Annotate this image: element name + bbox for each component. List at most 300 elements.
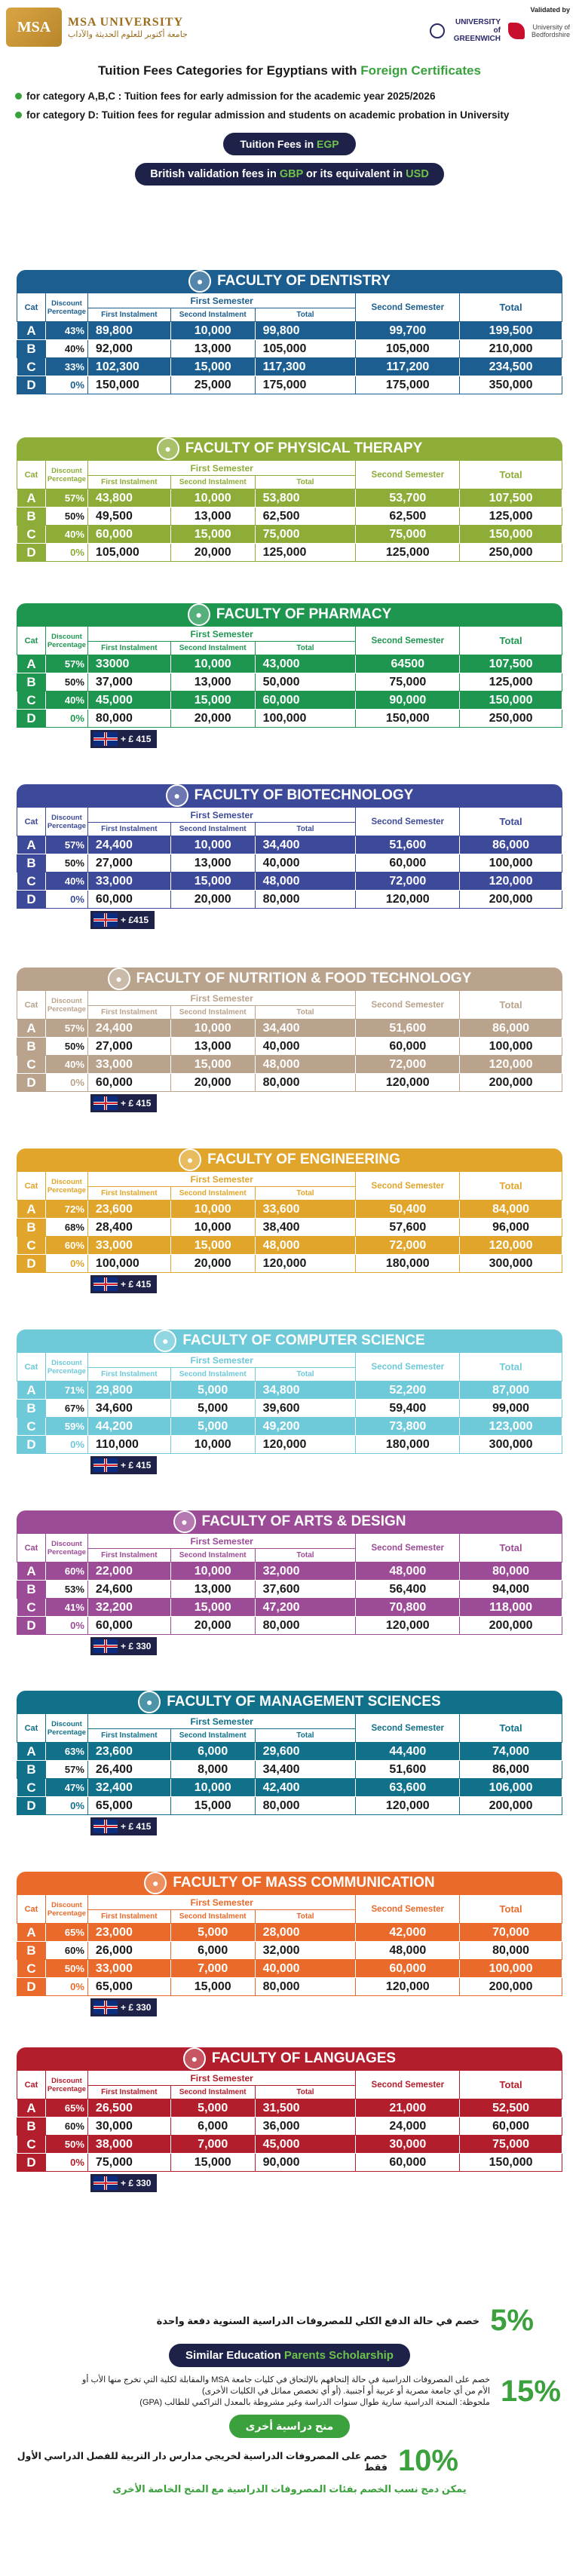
pharmacy-icon: ● [188,603,210,626]
semester-total-cell: 37,600 [255,1581,356,1599]
semester-total-header: Total [255,642,356,655]
total-cell: 300,000 [460,1436,562,1454]
total-cell: 150,000 [460,2154,562,2172]
second-instalment-cell: 15,000 [170,2154,255,2172]
table-row [17,1237,562,1255]
second-semester-header: Second Semester [356,627,460,655]
total-cell: 120,000 [460,1237,562,1255]
second-instalment-cell: 10,000 [170,322,255,340]
cat-header: Cat [17,627,46,655]
first-instalment-cell: 60,000 [87,1617,170,1635]
discount-cell: 40% [45,692,87,710]
second-semester-header: Second Semester [356,808,460,836]
second-instalment-cell: 15,000 [170,1797,255,1815]
uk-flag-icon [93,1096,118,1110]
first-instalment-cell: 60,000 [87,1074,170,1092]
second-semester-cell: 180,000 [356,1255,460,1273]
first-semester-header: First Semester [87,1534,355,1549]
cat-cell: C [17,1418,46,1436]
discount-header: Discount Percentage [45,2071,87,2099]
cat-cell: A [17,489,46,508]
second-instalment-cell: 15,000 [170,1978,255,1996]
table-row [17,872,562,891]
second-instalment-cell: 20,000 [170,544,255,562]
second-instalment-cell: 13,000 [170,508,255,526]
cat-cell: D [17,2154,46,2172]
total-header: Total [460,1895,562,1924]
gbp-fee: + £ 415 [121,1279,152,1290]
semester-total-cell: 32,000 [255,1562,356,1581]
cat-cell: D [17,710,46,728]
cat-cell: A [17,2099,46,2118]
table-row [17,340,562,358]
table-row [17,1960,562,1978]
uk-flag-icon [93,1277,118,1291]
gbp-fee: + £ 330 [121,1641,152,1651]
second-semester-cell: 117,200 [356,358,460,376]
page-header [0,0,579,53]
semester-total-cell: 40,000 [255,854,356,872]
second-semester-cell: 175,000 [356,376,460,394]
semester-total-cell: 60,000 [255,692,356,710]
faculty-block [17,1329,562,1476]
second-instalment-header: Second Instalment [170,476,255,489]
scholarships-section [0,2304,579,2496]
second-semester-cell: 150,000 [356,710,460,728]
total-header: Total [460,991,562,1020]
faculty-name: FACULTY OF PHARMACY [216,606,392,622]
first-semester-header: First Semester [87,1172,355,1187]
page-title-highlight: Foreign Certificates [360,63,481,78]
first-semester-header: First Semester [87,461,355,476]
second-semester-cell: 64500 [356,655,460,673]
first-instalment-header: First Instalment [87,642,170,655]
semester-total-header: Total [255,476,356,489]
semester-total-cell: 53,800 [255,489,356,508]
gbp-fee: + £ 330 [121,2002,152,2013]
cat-cell: B [17,508,46,526]
gbp-fee-badge [90,911,155,929]
second-semester-header: Second Semester [356,1534,460,1562]
table-row [17,1074,562,1092]
similar-education-pill: Similar Education Parents Scholarship [169,2344,410,2367]
faculty-title [17,270,562,293]
semester-total-header: Total [255,1729,356,1743]
first-semester-header: First Semester [87,1353,356,1368]
table-row [17,1201,562,1219]
second-instalment-header: Second Instalment [170,1549,255,1562]
total-cell: 150,000 [460,692,562,710]
discount-header: Discount Percentage [45,808,87,836]
table-row [17,854,562,872]
cat-cell: C [17,526,46,544]
total-cell: 200,000 [460,1797,562,1815]
second-instalment-cell: 10,000 [170,1436,255,1454]
cat-cell: C [17,1599,46,1617]
total-cell: 80,000 [460,1942,562,1960]
gbp-fee: + £ 330 [121,2178,152,2188]
total-header: Total [460,1714,562,1743]
second-instalment-cell: 10,000 [170,489,255,508]
full-payment-text: خصم في حالة الدفع الكلي للمصروفات الدراسية السنوية دفعة واحدة [156,2314,480,2326]
faculty-name: FACULTY OF MANAGEMENT SCIENCES [167,1694,441,1710]
semester-total-cell: 45,000 [255,2136,356,2154]
faculty-block [17,784,562,931]
table-row [17,891,562,909]
semester-total-header: Total [255,1187,356,1201]
discount-cell: 60% [45,1237,87,1255]
second-semester-header: Second Semester [356,2071,460,2099]
gbp-fee: + £415 [121,915,149,925]
table-row [17,1219,562,1237]
discount-header: Discount Percentage [45,627,87,655]
gbp-pill-row [0,163,579,186]
second-instalment-cell: 6,000 [170,1942,255,1960]
first-instalment-cell: 33,000 [87,1960,170,1978]
egp-pill: Tuition Fees in EGP [223,133,355,155]
cat-cell: C [17,2136,46,2154]
discount-cell: 60% [45,1942,87,1960]
discount-cell: 57% [45,1761,87,1779]
table-row [17,673,562,692]
gbp-pill: British validation fees in GBP or its equivalent in USD [135,163,444,186]
semester-total-cell: 99,800 [255,322,356,340]
total-cell: 100,000 [460,1960,562,1978]
first-instalment-cell: 92,000 [87,340,170,358]
total-cell: 150,000 [460,526,562,544]
semester-total-cell: 48,000 [255,1056,356,1074]
semester-total-cell: 80,000 [255,1978,356,1996]
total-cell: 86,000 [460,836,562,854]
fees-table [17,460,562,562]
second-instalment-cell: 6,000 [170,1743,255,1761]
total-cell: 120,000 [460,872,562,891]
first-instalment-cell: 34,600 [87,1400,170,1418]
second-instalment-cell: 20,000 [170,891,255,909]
second-semester-header: Second Semester [356,991,460,1020]
table-row [17,1056,562,1074]
second-semester-cell: 62,500 [356,508,460,526]
first-instalment-cell: 23,000 [87,1924,170,1942]
semester-total-cell: 34,400 [255,836,356,854]
second-instalment-cell: 7,000 [170,2136,255,2154]
first-instalment-header: First Instalment [87,1549,170,1562]
fees-table [17,990,562,1092]
first-instalment-cell: 75,000 [87,2154,170,2172]
faculty-name: FACULTY OF MASS COMMUNICATION [173,1875,435,1891]
cat-header: Cat [17,1353,46,1382]
semester-total-cell: 40,000 [255,1038,356,1056]
second-instalment-cell: 5,000 [170,2099,255,2118]
second-instalment-cell: 13,000 [170,673,255,692]
discount-cell: 0% [45,1978,87,1996]
semester-total-cell: 32,000 [255,1942,356,1960]
second-instalment-cell: 6,000 [170,2118,255,2136]
second-instalment-header: Second Instalment [170,642,255,655]
cat-cell: C [17,692,46,710]
discount-cell: 71% [45,1382,87,1400]
faculty-name: FACULTY OF NUTRITION & FOOD TECHNOLOGY [136,971,472,986]
second-instalment-header: Second Instalment [170,1910,255,1924]
second-instalment-cell: 13,000 [170,340,255,358]
second-semester-cell: 59,400 [356,1400,460,1418]
cat-cell: A [17,1562,46,1581]
gbp-fee: + £ 415 [121,1098,152,1109]
first-instalment-cell: 60,000 [87,526,170,544]
total-cell: 87,000 [460,1382,562,1400]
first-semester-header: First Semester [87,2071,355,2086]
parents-scholarship-text: خصم على المصروفات الدراسية في حالة إلتحاقهم بالإلتحاق في كليات جامعة MSA والمقابلة لكلية التي تخرج منها الأب أو الأم من أي جامعة مصرية أو عربية أو أجنبية. (أو أي تخصص مماثل في الكليات الأخرى) ملحوظة: المنحة الدراسية سارية طوال سنوات الدراسة وغير مشروطة بالمعدل التراكمي للطالب (GPA) [82,2375,490,2407]
gbp-fee: + £ 415 [121,734,152,744]
second-semester-cell: 70,800 [356,1599,460,1617]
table-row [17,1779,562,1797]
discount-cell: 59% [45,1418,87,1436]
table-row [17,1020,562,1038]
first-semester-header: First Semester [87,293,355,308]
faculty-title [17,784,562,807]
first-instalment-cell: 45,000 [87,692,170,710]
second-semester-cell: 42,000 [356,1924,460,1942]
table-row [17,1418,562,1436]
faculty-name: FACULTY OF COMPUTER SCIENCE [182,1332,425,1348]
first-instalment-cell: 37,000 [87,673,170,692]
second-semester-cell: 30,000 [356,2136,460,2154]
table-row [17,1924,562,1942]
second-instalment-cell: 7,000 [170,1960,255,1978]
first-instalment-cell: 24,600 [87,1581,170,1599]
discount-cell: 0% [45,891,87,909]
faculty-block [17,1148,562,1295]
semester-total-cell: 120,000 [255,1255,356,1273]
first-instalment-cell: 33,000 [87,1237,170,1255]
discount-cell: 0% [45,544,87,562]
page-title [0,63,579,78]
semester-total-cell: 34,400 [255,1761,356,1779]
semester-total-cell: 80,000 [255,1074,356,1092]
cat-cell: D [17,891,46,909]
admission-note: for category D: Tuition fees for regular admission and students on academic probation in University [15,108,564,122]
second-semester-cell: 99,700 [356,322,460,340]
university-name-ar: جامعة أكتوبر للعلوم الحديثة والآداب [68,29,188,39]
discount-cell: 40% [45,526,87,544]
table-row [17,692,562,710]
second-semester-cell: 105,000 [356,340,460,358]
total-header: Total [460,1534,562,1562]
bedfordshire-name: University of Bedfordshire [531,23,570,38]
egp-pill-row [0,133,579,155]
total-cell: 106,000 [460,1779,562,1797]
fees-table [17,1352,562,1454]
table-row [17,376,562,394]
discount-cell: 50% [45,1038,87,1056]
first-instalment-cell: 33,000 [87,1056,170,1074]
first-instalment-header: First Instalment [87,308,170,322]
second-semester-header: Second Semester [356,1353,460,1382]
uk-flag-icon [93,2001,118,2014]
semester-total-header: Total [255,2086,356,2099]
table-row [17,322,562,340]
msa-badge-icon: MSA [6,8,62,47]
second-semester-cell: 21,000 [356,2099,460,2118]
greenwich-logo[interactable] [430,18,501,43]
semester-total-cell: 80,000 [255,1797,356,1815]
first-semester-header: First Semester [87,1714,355,1729]
second-semester-cell: 120,000 [356,1074,460,1092]
semester-total-cell: 75,000 [255,526,356,544]
table-row [17,1400,562,1418]
total-cell: 210,000 [460,340,562,358]
second-semester-cell: 73,800 [356,1418,460,1436]
faculty-block [17,1691,562,1837]
table-row [17,1761,562,1779]
first-instalment-cell: 23,600 [87,1201,170,1219]
first-instalment-cell: 24,400 [87,836,170,854]
university-name: MSA UNIVERSITY [68,15,184,29]
semester-total-cell: 120,000 [255,1436,356,1454]
faculty-title [17,1872,562,1894]
total-cell: 99,000 [460,1400,562,1418]
total-cell: 125,000 [460,673,562,692]
semester-total-cell: 125,000 [255,544,356,562]
other-pill-row [0,2415,579,2438]
first-instalment-cell: 24,400 [87,1020,170,1038]
cat-cell: B [17,1038,46,1056]
faculty-block [17,603,562,750]
cat-header: Cat [17,2071,46,2099]
semester-total-header: Total [255,1368,356,1382]
parents-scholarship [0,2375,579,2409]
total-header: Total [460,461,562,489]
cat-header: Cat [17,808,46,836]
semester-total-cell: 34,800 [255,1382,356,1400]
second-semester-cell: 120,000 [356,1978,460,1996]
faculty-block [17,437,562,562]
second-instalment-cell: 10,000 [170,836,255,854]
cat-cell: D [17,1978,46,1996]
second-instalment-cell: 5,000 [170,1382,255,1400]
gbp-fee: + £ 415 [121,1460,152,1470]
partners-logos [430,6,570,43]
second-instalment-cell: 15,000 [170,358,255,376]
validated-by-label: Validated by [530,6,570,14]
first-instalment-cell: 150,000 [87,376,170,394]
table-row [17,2136,562,2154]
faculty-block [17,968,562,1114]
first-instalment-cell: 32,400 [87,1779,170,1797]
second-instalment-cell: 5,000 [170,1400,255,1418]
cat-cell: C [17,1779,46,1797]
second-instalment-cell: 15,000 [170,1056,255,1074]
cat-cell: C [17,1237,46,1255]
bedfordshire-logo[interactable] [508,23,570,39]
total-cell: 60,000 [460,2118,562,2136]
first-instalment-header: First Instalment [87,2086,170,2099]
table-row [17,1599,562,1617]
parents-scholarship-percent: 15% [500,2375,561,2408]
discount-cell: 40% [45,340,87,358]
discount-cell: 43% [45,322,87,340]
fees-table [17,1533,562,1635]
cat-cell: B [17,1219,46,1237]
total-cell: 94,000 [460,1581,562,1599]
second-semester-cell: 51,600 [356,1761,460,1779]
first-instalment-cell: 105,000 [87,544,170,562]
total-cell: 100,000 [460,854,562,872]
cat-header: Cat [17,461,46,489]
second-semester-cell: 60,000 [356,854,460,872]
discount-header: Discount Percentage [45,1534,87,1562]
second-semester-cell: 72,000 [356,1056,460,1074]
total-cell: 123,000 [460,1418,562,1436]
second-instalment-cell: 15,000 [170,692,255,710]
cat-cell: B [17,673,46,692]
discount-cell: 65% [45,2099,87,2118]
cat-cell: A [17,836,46,854]
first-instalment-header: First Instalment [87,1910,170,1924]
second-semester-cell: 75,000 [356,673,460,692]
second-semester-header: Second Semester [356,461,460,489]
table-row [17,1255,562,1273]
second-semester-cell: 63,600 [356,1779,460,1797]
table-row [17,544,562,562]
semester-total-cell: 117,300 [255,358,356,376]
cat-header: Cat [17,1534,46,1562]
first-instalment-header: First Instalment [87,1729,170,1743]
semester-total-cell: 31,500 [255,2099,356,2118]
admission-notes [15,89,564,122]
second-instalment-header: Second Instalment [170,308,255,322]
second-instalment-cell: 10,000 [170,1779,255,1797]
discount-cell: 33% [45,358,87,376]
faculty-title [17,968,562,990]
second-instalment-header: Second Instalment [170,1368,255,1382]
total-cell: 125,000 [460,508,562,526]
second-instalment-cell: 20,000 [170,1617,255,1635]
discount-header: Discount Percentage [45,1895,87,1924]
table-row [17,1797,562,1815]
cat-cell: B [17,340,46,358]
second-semester-cell: 24,000 [356,2118,460,2136]
discount-header: Discount Percentage [45,1353,87,1382]
second-semester-cell: 57,600 [356,1219,460,1237]
total-cell: 234,500 [460,358,562,376]
discount-cell: 0% [45,2154,87,2172]
semester-total-header: Total [255,308,356,322]
cat-cell: A [17,322,46,340]
semester-total-cell: 175,000 [255,376,356,394]
first-instalment-cell: 28,400 [87,1219,170,1237]
uk-flag-icon [93,1639,118,1653]
total-cell: 118,000 [460,1599,562,1617]
total-header: Total [460,1353,562,1382]
second-semester-cell: 90,000 [356,692,460,710]
msa-logo[interactable] [6,8,188,47]
brush-icon: ● [173,1510,196,1533]
second-semester-cell: 50,400 [356,1201,460,1219]
discount-cell: 50% [45,508,87,526]
table-row [17,1942,562,1960]
total-cell: 100,000 [460,1038,562,1056]
first-semester-header: First Semester [87,991,355,1006]
table-row [17,1382,562,1400]
discount-cell: 65% [45,1924,87,1942]
table-row [17,1617,562,1635]
second-instalment-cell: 20,000 [170,1255,255,1273]
uk-flag-icon [93,913,118,927]
cat-cell: C [17,358,46,376]
second-instalment-header: Second Instalment [170,2086,255,2099]
second-semester-header: Second Semester [356,293,460,322]
